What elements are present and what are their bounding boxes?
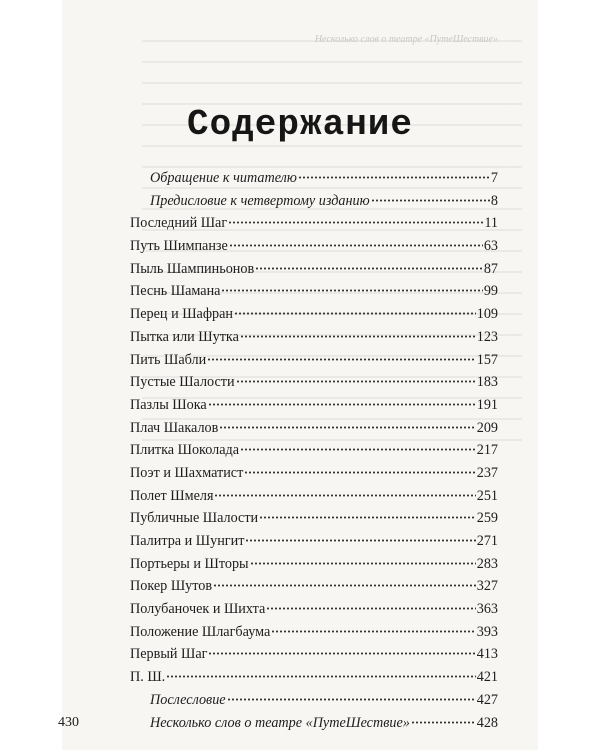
running-head: Несколько слов о театре «ПутеШествие» xyxy=(314,34,498,45)
toc-entry-page: 11 xyxy=(484,215,498,232)
toc-entry xyxy=(130,598,498,621)
toc-entry-title: Послесловие xyxy=(150,691,226,708)
toc-entry-title: Пазлы Шока xyxy=(130,396,207,413)
toc-entry xyxy=(130,371,498,394)
toc-entry-title: Покер Шутов xyxy=(130,578,213,595)
toc-entry-title: Песнь Шамана xyxy=(130,283,221,300)
toc-entry-page: 63 xyxy=(483,238,498,255)
toc-entry-page: 251 xyxy=(476,487,498,504)
toc-entry xyxy=(130,303,498,326)
book-page xyxy=(62,0,538,750)
toc-entry xyxy=(130,167,498,190)
toc-entry-page: 191 xyxy=(476,396,498,413)
toc-entry-title: Путь Шимпанзе xyxy=(130,238,228,255)
toc-entry-title: Пустые Шалости xyxy=(130,374,235,391)
dot-leader xyxy=(411,721,476,724)
toc-entry-page: 259 xyxy=(476,510,498,527)
toc-entry-title: Полубаночек и Шихта xyxy=(130,601,266,618)
toc-entry-title: П. Ш. xyxy=(130,669,166,686)
toc-entry-page: 237 xyxy=(476,464,498,481)
toc-entry-title: Несколько слов о театре «ПутеШествие» xyxy=(150,714,410,731)
toc-entry-title: Плач Шакалов xyxy=(130,419,219,436)
dot-leader xyxy=(221,289,482,292)
dot-leader xyxy=(271,630,475,633)
toc-entry-title: Плитка Шоколада xyxy=(130,442,240,459)
toc-entry xyxy=(130,212,498,235)
toc-entry-page: 109 xyxy=(476,306,498,323)
dot-leader xyxy=(298,176,490,179)
toc-entry-page: 427 xyxy=(476,691,498,708)
dot-leader xyxy=(240,335,476,338)
toc-entry xyxy=(130,575,498,598)
toc-entry-page: 327 xyxy=(476,578,498,595)
toc-entry xyxy=(130,326,498,349)
toc-entry xyxy=(130,258,498,281)
toc-entry-page: 393 xyxy=(476,623,498,640)
dot-leader xyxy=(266,607,475,610)
dot-leader xyxy=(244,471,475,474)
toc-entry-title: Обращение к читателю xyxy=(150,170,297,186)
toc-entry xyxy=(130,643,498,666)
toc-entry xyxy=(130,666,498,689)
toc-entry-page: 123 xyxy=(476,328,498,345)
toc-entry-title: Пытка или Шутка xyxy=(130,328,239,345)
dot-leader xyxy=(245,539,475,542)
toc-entry-title: Положение Шлагбаума xyxy=(130,623,271,640)
toc-entry-title: Первый Шаг xyxy=(130,646,208,663)
toc-entry-page: 428 xyxy=(476,714,498,731)
dot-leader xyxy=(229,244,483,247)
dot-leader xyxy=(207,358,476,361)
toc-entry xyxy=(130,553,498,576)
toc-entry-title: Пить Шабли xyxy=(130,351,207,368)
toc-entry-title: Последний Шаг xyxy=(130,215,228,232)
toc-entry-title: Перец и Шафран xyxy=(130,306,233,323)
dot-leader xyxy=(240,448,476,451)
toc-entry-title: Пыль Шампиньонов xyxy=(130,260,255,277)
toc-entry-page: 421 xyxy=(476,669,498,686)
toc-entry-page: 157 xyxy=(476,351,498,368)
dot-leader xyxy=(227,698,476,701)
dot-leader xyxy=(219,426,475,429)
dot-leader xyxy=(250,562,476,565)
toc-entry-page: 271 xyxy=(476,533,498,549)
page-title: Содержание xyxy=(186,104,414,146)
toc-entry xyxy=(130,280,498,303)
toc-entry xyxy=(130,689,498,712)
dot-leader xyxy=(208,403,476,406)
toc-entry-page: 8 xyxy=(490,192,498,209)
toc-entry xyxy=(130,235,498,258)
toc-entry xyxy=(130,190,498,213)
dot-leader xyxy=(234,312,476,315)
dot-leader xyxy=(208,652,475,655)
toc-entry-page: 413 xyxy=(476,646,498,663)
toc-entry-page: 87 xyxy=(483,260,498,277)
toc-entry-page: 363 xyxy=(476,601,498,618)
toc-entry xyxy=(130,507,498,530)
toc-entry-title: Предисловие к четвертому изданию xyxy=(150,192,370,209)
toc-entry-page: 217 xyxy=(476,442,498,459)
toc-entry xyxy=(130,394,498,417)
toc-entry xyxy=(130,462,498,485)
toc-entry-page: 7 xyxy=(490,170,498,186)
toc-entry-title: Полет Шмеля xyxy=(130,487,214,504)
dot-leader xyxy=(213,584,476,587)
page-number: 430 xyxy=(58,715,79,730)
toc-entry xyxy=(130,621,498,644)
toc-entry-page: 183 xyxy=(476,374,498,391)
toc-entry-page: 283 xyxy=(476,555,498,572)
dot-leader xyxy=(166,675,476,678)
toc-entry-title: Портьеры и Шторы xyxy=(130,555,249,572)
toc-entry-page: 99 xyxy=(483,283,498,300)
toc-entry xyxy=(130,485,498,508)
toc-entry-title: Палитра и Шунгит xyxy=(130,533,245,549)
toc-entry xyxy=(130,530,498,553)
dot-leader xyxy=(255,267,483,270)
toc-entry xyxy=(130,349,498,372)
toc-entry-title: Поэт и Шахматист xyxy=(130,464,244,481)
toc-entry-title: Публичные Шалости xyxy=(130,510,259,527)
table-of-contents xyxy=(130,167,498,734)
toc-entry xyxy=(130,417,498,440)
toc-entry xyxy=(130,439,498,462)
dot-leader xyxy=(259,516,476,519)
dot-leader xyxy=(371,199,490,202)
toc-entry xyxy=(130,712,498,735)
dot-leader xyxy=(236,380,476,383)
toc-entry-page: 209 xyxy=(476,419,498,436)
dot-leader xyxy=(228,221,483,224)
dot-leader xyxy=(214,494,475,497)
